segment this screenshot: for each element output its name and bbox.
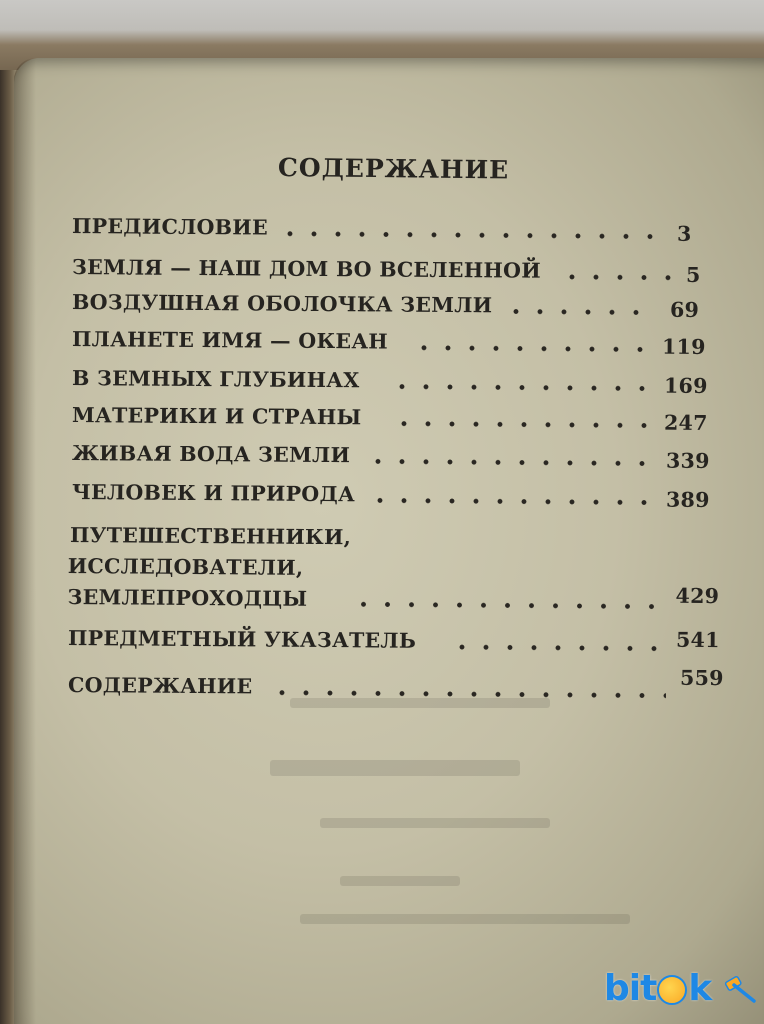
toc-entry-title-line: ИССЛЕДОВАТЕЛИ, (67, 553, 304, 580)
toc-entry (0, 665, 764, 710)
toc-leader-dots (270, 690, 666, 699)
toc-entry (0, 328, 764, 364)
toc-entry (0, 215, 764, 251)
toc-entry-title: СОДЕРЖАНИЕ (67, 672, 253, 699)
toc-heading: СОДЕРЖАНИЕ (277, 153, 510, 185)
toc-entry-title-line: ПУТЕШЕСТВЕННИКИ, (69, 523, 352, 550)
toc-entry (0, 404, 764, 440)
toc-entry-page: 247 (663, 410, 708, 436)
toc-entry-page: 169 (663, 373, 708, 399)
toc-entry (0, 627, 764, 663)
toc-leader-dots (504, 308, 654, 315)
toc-entry-title: ЗЕМЛЯ — НАШ ДОМ ВО ВСЕЛЕННОЙ (71, 255, 542, 283)
toc-leader-dots (351, 601, 661, 609)
toc-entry-page: 429 (675, 583, 720, 609)
toc-leader-dots (560, 274, 680, 281)
toc-leader-dots (412, 345, 648, 353)
toc-entry (0, 481, 764, 517)
toc-entry-page: 5 (685, 262, 701, 287)
toc-entry-page: 69 (669, 297, 700, 322)
watermark-text-left: bit (604, 968, 657, 1009)
toc-entry-title: ЧЕЛОВЕК И ПРИРОДА (71, 480, 356, 507)
toc-leader-dots (392, 421, 648, 429)
toc-entry-title: ПЛАНЕТЕ ИМЯ — ОКЕАН (71, 327, 389, 354)
toc-entry (0, 256, 764, 292)
toc-entry-title-line: ЗЕМЛЕПРОХОДЦЫ (67, 584, 308, 611)
coin-icon (657, 975, 687, 1005)
toc-entry-page: 3 (676, 221, 692, 246)
toc-entry-page: 339 (665, 448, 710, 474)
toc-entry-page: 389 (665, 487, 710, 513)
watermark-text-right: k (688, 968, 712, 1009)
toc-entry-title: МАТЕРИКИ И СТРАНЫ (71, 403, 362, 430)
toc-leader-dots (366, 458, 652, 466)
toc-entry-title: ВОЗДУШНАЯ ОБОЛОЧКА ЗЕМЛИ (71, 290, 493, 318)
toc-entry-page: 559 (680, 665, 724, 691)
toc-entry-title: ПРЕДИСЛОВИЕ (71, 214, 269, 240)
toc-entry-page: 119 (661, 334, 706, 359)
toc-entry-title: ПРЕДМЕТНЫЙ УКАЗАТЕЛЬ (67, 625, 417, 653)
toc-entry-multiline (0, 524, 764, 620)
toc-leader-dots (368, 497, 658, 505)
hammer-icon (724, 973, 758, 1005)
toc-entry (0, 442, 764, 478)
toc-entry (0, 367, 764, 403)
toc-entry (0, 291, 764, 327)
toc-leader-dots (390, 384, 650, 392)
toc-leader-dots (450, 644, 660, 652)
toc-leader-dots (278, 231, 666, 240)
toc-entry-title: ЖИВАЯ ВОДА ЗЕМЛИ (71, 441, 351, 468)
toc-entry-page: 541 (675, 627, 720, 653)
toc-entry-title: В ЗЕМНЫХ ГЛУБИНАХ (71, 366, 360, 393)
